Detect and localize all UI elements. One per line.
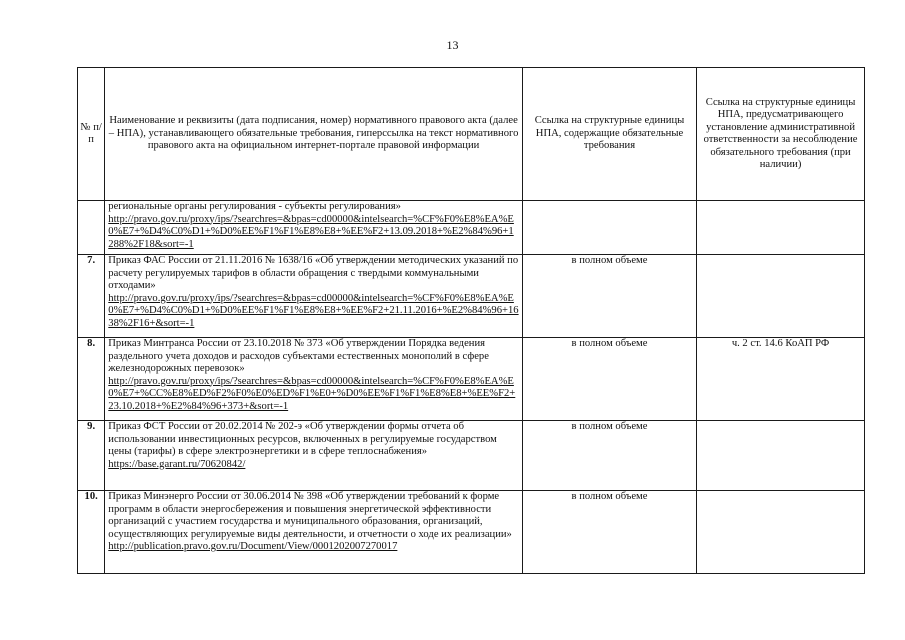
header-requirement-reference: Ссылка на структурные единицы НПА, содержащие обязательные требования xyxy=(522,68,696,201)
administrative-liability xyxy=(697,421,865,491)
act-cell xyxy=(105,421,523,491)
npa-requirements-table xyxy=(77,67,865,574)
act-link[interactable]: http://pravo.gov.ru/proxy/ips/?searchres=&bpas=cd00000&intelsearch=%CF%F0%E8%EA%E0%E7+%D4%C0%D1+%D0%EE%F1%F1%E8%E8+%EE%F2+21.11.2016+%E2%84%96+1638%2F16+&sort=-1 xyxy=(108,292,519,329)
act-link[interactable]: http://publication.pravo.gov.ru/Document/View/0001202007270017 xyxy=(108,541,398,552)
header-number: № п/п xyxy=(78,68,105,201)
page-number: 13 xyxy=(446,38,459,52)
act-name: Приказ ФАС России от 21.11.2016 № 1638/16 «Об утверждении методических указаний по расчету регулируемых тарифов в области обращения с твердыми коммунальными отходами» xyxy=(108,255,519,291)
requirement-reference: в полном объеме xyxy=(522,338,696,421)
requirement-reference xyxy=(522,201,696,255)
row-number: 7. xyxy=(78,255,105,338)
table-header-row xyxy=(78,68,865,201)
header-administrative-liability: Ссылка на структурные единицы НПА, предусматривающего установление административной ответственности за несоблюдение обязательного требования (при наличии) xyxy=(697,68,865,201)
row-number xyxy=(78,201,105,255)
table-row xyxy=(78,201,865,255)
act-cell xyxy=(105,491,523,574)
row-number: 10. xyxy=(78,491,105,574)
table-row xyxy=(78,255,865,338)
act-name: Приказ Минэнерго России от 30.06.2014 № 398 «Об утверждении требований к форме программ в области энергосбережения и повышения энергетической эффективности организаций с участием государства и муниципального образования, организаций, осуществляющих регулируемые виды деятельности, и отчетности о ходе их реализации» xyxy=(108,491,512,540)
administrative-liability: ч. 2 ст. 14.6 КоАП РФ xyxy=(697,338,865,421)
act-link[interactable]: http://pravo.gov.ru/proxy/ips/?searchres=&bpas=cd00000&intelsearch=%CF%F0%E8%EA%E0%E7+%D4%C0%D1+%D0%EE%F1%F1%E8%E8+%EE%F2+13.09.2018+%E2%84%96+1288%2F18&sort=-1 xyxy=(108,213,514,250)
act-cell xyxy=(105,255,523,338)
act-name: Приказ Минтранса России от 23.10.2018 № 373 «Об утверждении Порядка ведения раздельного учета доходов и расходов субъектами естественных монополий в сфере железнодорожных перевозок» xyxy=(108,338,489,374)
requirement-reference: в полном объеме xyxy=(522,255,696,338)
act-name: Приказ ФСТ России от 20.02.2014 № 202-э «Об утверждении формы отчета об использовании инвестиционных ресурсов, включенных в регулируемые государством цены (тарифы) в сфере электроэнергетики и в сфере теплоснабжения» xyxy=(108,421,497,457)
requirement-reference: в полном объеме xyxy=(522,421,696,491)
header-act-name: Наименование и реквизиты (дата подписания, номер) нормативного правового акта (далее – НПА), устанавливающего обязательные требования, гиперссылка на текст нормативного правового акта на официальном интернет-портале правовой информации xyxy=(105,68,523,201)
act-cell xyxy=(105,201,523,255)
administrative-liability xyxy=(697,491,865,574)
requirement-reference: в полном объеме xyxy=(522,491,696,574)
administrative-liability xyxy=(697,201,865,255)
act-name: региональные органы регулирования - субъекты регулирования» xyxy=(108,201,401,212)
table-row xyxy=(78,421,865,491)
row-number: 9. xyxy=(78,421,105,491)
administrative-liability xyxy=(697,255,865,338)
row-number: 8. xyxy=(78,338,105,421)
table-row xyxy=(78,491,865,574)
act-link[interactable]: http://pravo.gov.ru/proxy/ips/?searchres=&bpas=cd00000&intelsearch=%CF%F0%E8%EA%E0%E7+%CC%E8%ED%F2%F0%E0%ED%F1%E0+%D0%EE%F1%F1%E8%E8+%EE%F2+23.10.2018+%E2%84%96+373+&sort=-1 xyxy=(108,375,516,412)
act-link[interactable]: https://base.garant.ru/70620842/ xyxy=(108,458,246,470)
act-cell xyxy=(105,338,523,421)
table-row xyxy=(78,338,865,421)
